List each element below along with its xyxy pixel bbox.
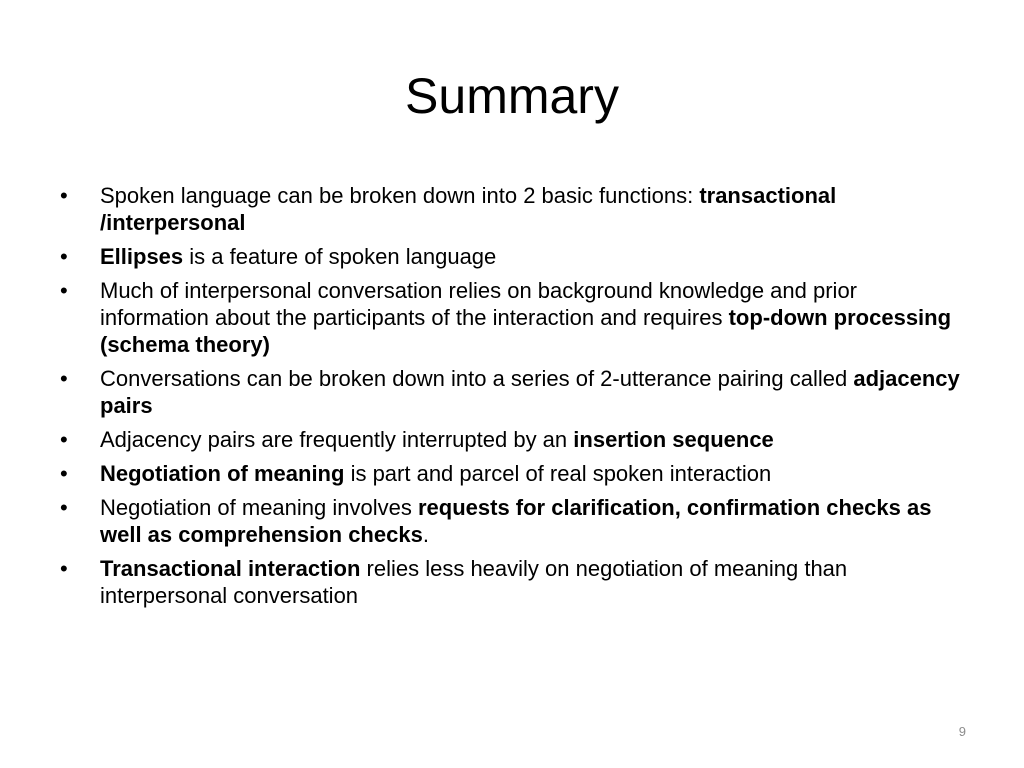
- bullet-item: [60, 277, 970, 358]
- bullet-text-bold: Negotiation of meaning: [100, 461, 345, 486]
- bullet-text-bold: insertion sequence: [573, 427, 774, 452]
- bullet-marker: •: [60, 183, 68, 208]
- bullet-text: Negotiation of meaning involves: [100, 495, 418, 520]
- bullet-item: [60, 426, 970, 453]
- bullet-list: [60, 182, 970, 616]
- bullet-item: [60, 243, 970, 270]
- bullet-text-bold: top-down processing (schema theory): [100, 305, 952, 357]
- bullet-text: Much of interpersonal conversation relies on background knowledge and prior information about the participants of the interaction and requires: [100, 278, 858, 330]
- bullet-marker: •: [60, 427, 68, 452]
- bullet-marker: •: [60, 366, 68, 391]
- bullet-item: [60, 494, 970, 548]
- bullet-text: Adjacency pairs are frequently interrupted by an: [100, 427, 574, 452]
- bullet-marker: •: [60, 244, 68, 269]
- bullet-marker: •: [60, 495, 68, 520]
- bullet-text: Conversations can be broken down into a series of 2-utterance pairing called: [100, 366, 854, 391]
- bullet-text-bold: transactional /interpersonal: [100, 183, 837, 235]
- bullet-text: Spoken language can be broken down into 2 basic functions:: [100, 183, 700, 208]
- bullet-text: .: [422, 522, 429, 547]
- page-number: 9: [958, 724, 966, 739]
- bullet-text: is a feature of spoken language: [183, 244, 497, 269]
- bullet-marker: •: [60, 461, 68, 486]
- slide-title: Summary: [405, 68, 619, 124]
- bullet-text-bold: requests for clarification, confirmation checks as well as comprehension checks: [100, 495, 932, 547]
- bullet-text: relies less heavily on negotiation of meaning than interpersonal conversation: [100, 556, 848, 608]
- bullet-item: [60, 182, 970, 236]
- bullet-marker: •: [60, 278, 68, 303]
- bullet-text-bold: Ellipses: [100, 244, 184, 269]
- bullet-text-bold: adjacency pairs: [100, 366, 960, 418]
- bullet-text-bold: Transactional interaction: [100, 556, 361, 581]
- bullet-marker: •: [60, 556, 68, 581]
- bullet-item: [60, 555, 970, 609]
- bullet-text: is part and parcel of real spoken interaction: [344, 461, 772, 486]
- bullet-item: [60, 460, 970, 487]
- bullet-item: [60, 365, 970, 419]
